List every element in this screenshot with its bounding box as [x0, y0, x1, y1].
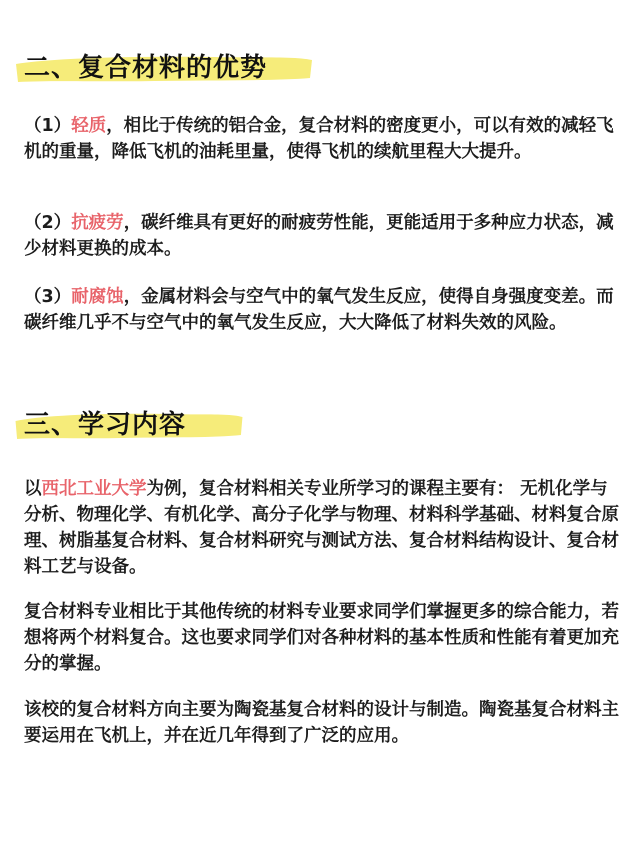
item-text: ，相比于传统的铝合金，复合材料的密度更小，可以有效的减轻飞机的重量，降低飞机的油耗里量，使得飞机的续航里程大大提升。: [24, 116, 614, 162]
study-paragraph-2: 复合材料专业相比于其他传统的材料专业要求同学们掌握更多的综合能力，若想将两个材料复合。这也要求同学们对各种材料的基本性质和性能有着更加充分的掌握。: [24, 602, 619, 674]
advantage-item-2: [24, 210, 622, 262]
item-keyword: 耐腐蚀: [71, 287, 124, 307]
item-text: ，金属材料会与空气中的氧气发生反应，使得自身强度变差。而碳纤维几乎不与空气中的氧气发生反应，大大降低了材料失效的风险。: [24, 287, 614, 333]
advantage-item-1: [24, 113, 622, 165]
study-paragraph-3: 该校的复合材料方向主要为陶瓷基复合材料的设计与制造。陶瓷基复合材料主要运用在飞机上，并在近几年得到了广泛的应用。: [24, 700, 619, 746]
item-prefix: （1）: [24, 116, 72, 136]
section-heading-study: [18, 405, 308, 445]
advantage-item-3: [24, 284, 622, 336]
intro-text: 为例，复合材料相关专业所学习的课程主要有： 无机化学与分析、物理化学、有机化学、高分子化学与物理、材料科学基础、材料复合原理、树脂基复合材料、复合材料研究与测试方法、复合材料结构设计、复合材料工艺与设备。: [24, 479, 619, 577]
section-title: 二、复合材料的优势: [24, 53, 268, 83]
study-intro: [24, 476, 622, 580]
intro-prefix: 以: [24, 479, 42, 499]
item-keyword: 轻质: [71, 116, 107, 136]
item-keyword: 抗疲劳: [71, 213, 124, 233]
section-title: 三、学习内容: [24, 410, 187, 440]
item-prefix: （2）: [24, 213, 72, 233]
university-name: 西北工业大学: [41, 479, 147, 499]
item-text: ，碳纤维具有更好的耐疲劳性能，更能适用于多种应力状态，减少材料更换的成本。: [24, 213, 614, 259]
section-heading-advantages: [18, 48, 308, 88]
item-prefix: （3）: [24, 287, 72, 307]
